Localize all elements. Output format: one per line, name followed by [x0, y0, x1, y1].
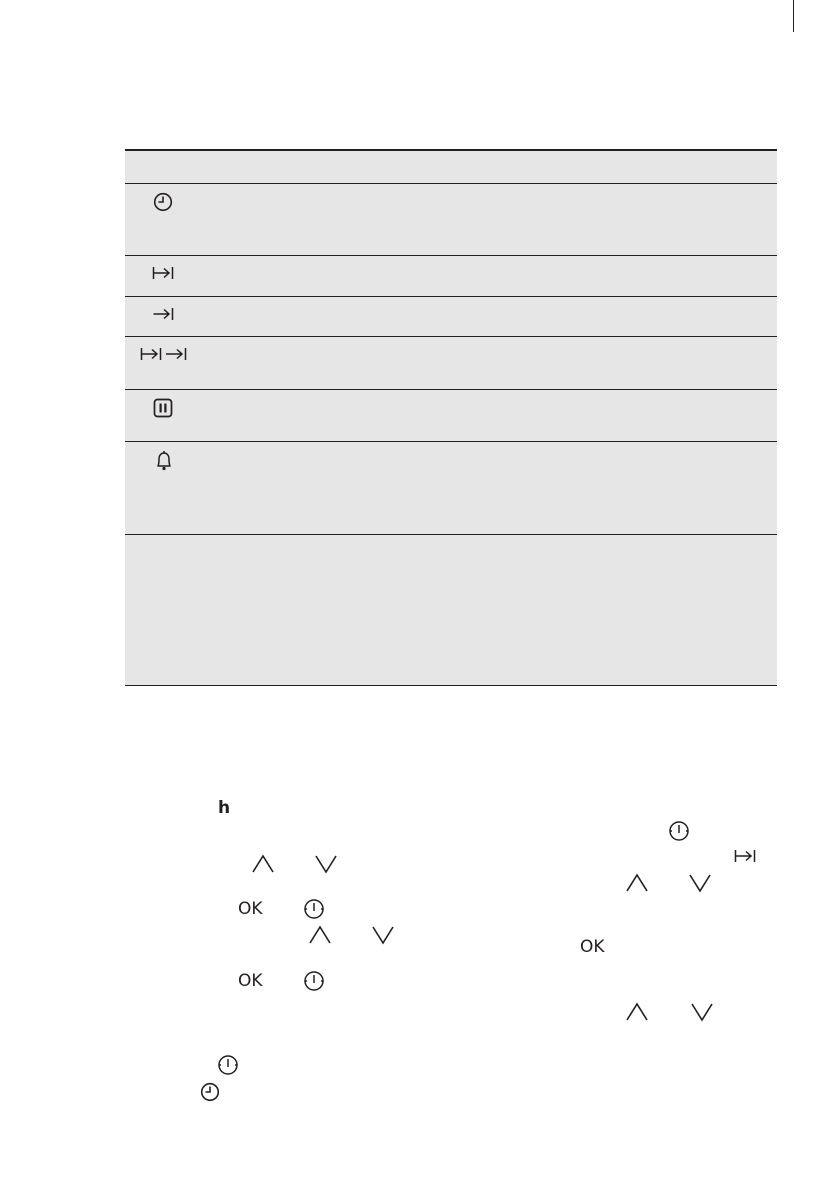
row-divider	[125, 255, 777, 256]
ok-button-label: OK	[238, 971, 263, 991]
clock-icon	[153, 192, 173, 212]
up-arrow-icon	[251, 854, 275, 878]
ok-button-label: OK	[580, 937, 605, 957]
pause-icon	[153, 398, 173, 418]
up-arrow-icon	[308, 925, 332, 949]
clock-button-icon	[217, 1054, 239, 1080]
h-symbol: h	[218, 798, 231, 818]
ok-button-label: OK	[238, 899, 263, 919]
table-bottom-rule	[125, 685, 777, 686]
row-divider	[125, 441, 777, 442]
down-arrow-icon	[690, 1002, 714, 1026]
down-arrow-icon	[688, 873, 712, 897]
end-icon	[152, 306, 174, 322]
clock-button-icon	[303, 970, 325, 996]
clock-button-icon	[303, 898, 325, 924]
duration-icon	[152, 265, 174, 281]
clock-functions-table	[125, 149, 777, 686]
row-divider	[125, 389, 777, 390]
row-divider	[125, 534, 777, 535]
clock-button-icon	[668, 820, 690, 846]
duration-end-icon	[140, 346, 188, 362]
row-divider	[125, 336, 777, 337]
up-arrow-icon	[625, 1002, 649, 1026]
duration-icon	[734, 848, 756, 868]
clock-icon	[200, 1082, 220, 1106]
up-arrow-icon	[625, 873, 649, 897]
table-top-rule	[125, 149, 777, 151]
table-header-rule	[125, 183, 777, 184]
down-arrow-icon	[314, 854, 338, 878]
row-divider	[125, 296, 777, 297]
crop-mark	[793, 0, 794, 32]
bell-icon	[154, 450, 174, 472]
down-arrow-icon	[371, 925, 395, 949]
